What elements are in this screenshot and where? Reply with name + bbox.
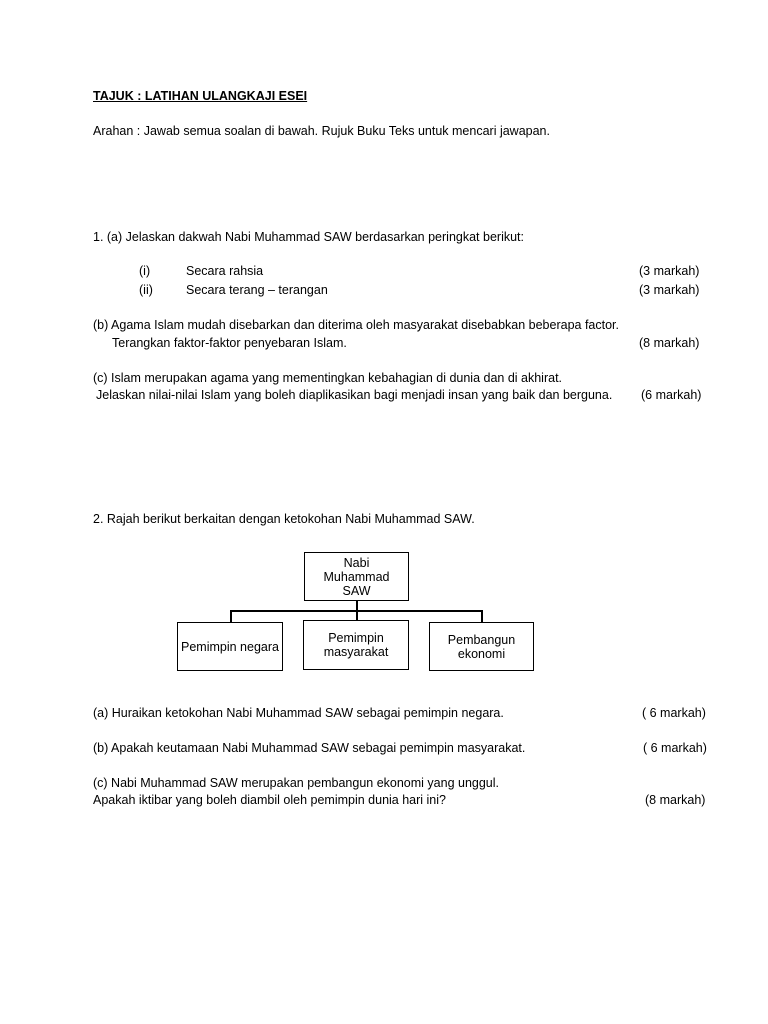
q2a-marks: ( 6 markah): [642, 706, 706, 720]
q1a-item-text: Secara terang – terangan: [186, 283, 328, 297]
diagram-root-label: Nabi Muhammad SAW: [323, 555, 390, 598]
q1b-marks: (8 markah): [639, 336, 700, 350]
q1c-marks: (6 markah): [641, 388, 702, 402]
q1a-item-marks: (3 markah): [639, 283, 700, 297]
q1c-line1: (c) Islam merupakan agama yang mementingkan kebahagian di dunia dan di akhirat.: [93, 371, 563, 385]
connector-line: [356, 610, 358, 620]
connector-line: [230, 610, 232, 622]
q1b-line1: (b) Agama Islam mudah disebarkan dan diterima oleh masyarakat disebabkan beberapa factor.: [93, 318, 619, 332]
q1a-item-text: Secara rahsia: [186, 264, 264, 278]
q2c-marks: (8 markah): [645, 793, 706, 807]
diagram-child-box: [303, 620, 409, 670]
q1a-item-num: (i): [139, 264, 151, 278]
q1a-item-marks: (3 markah): [639, 264, 700, 278]
q1a-item-num: (ii): [139, 283, 153, 297]
diagram-child-label: Pemimpin negara: [181, 639, 279, 654]
q2b-marks: ( 6 markah): [643, 741, 707, 755]
page-title: TAJUK : LATIHAN ULANGKAJI ESEI: [93, 89, 308, 103]
diagram-child-label: Pemimpin masyarakat: [323, 631, 389, 659]
q1a-text: 1. (a) Jelaskan dakwah Nabi Muhammad SAW berdasarkan peringkat berikut:: [93, 230, 524, 244]
q2a-text: (a) Huraikan ketokohan Nabi Muhammad SAW sebagai pemimpin negara.: [93, 706, 504, 720]
q2b-text: (b) Apakah keutamaan Nabi Muhammad SAW sebagai pemimpin masyarakat.: [93, 741, 526, 755]
q1b-line2: Terangkan faktor-faktor penyebaran Islam.: [112, 336, 347, 350]
q2-intro: 2. Rajah berikut berkaitan dengan ketokohan Nabi Muhammad SAW.: [93, 512, 475, 526]
connector-line: [481, 610, 483, 622]
diagram-child-box: [177, 622, 283, 671]
diagram-child-box: [429, 622, 534, 671]
q2c-line2: Apakah iktibar yang boleh diambil oleh pemimpin dunia hari ini?: [93, 793, 446, 807]
q1c-line2: Jelaskan nilai-nilai Islam yang boleh diaplikasikan bagi menjadi insan yang baik dan berguna.: [96, 388, 613, 402]
q2c-line1: (c) Nabi Muhammad SAW merupakan pembangun ekonomi yang unggul.: [93, 776, 499, 790]
instruction-text: Arahan : Jawab semua soalan di bawah. Rujuk Buku Teks untuk mencari jawapan.: [93, 124, 550, 138]
diagram-root-box: [304, 552, 409, 601]
diagram-child-label: Pembangun ekonomi: [447, 632, 516, 661]
